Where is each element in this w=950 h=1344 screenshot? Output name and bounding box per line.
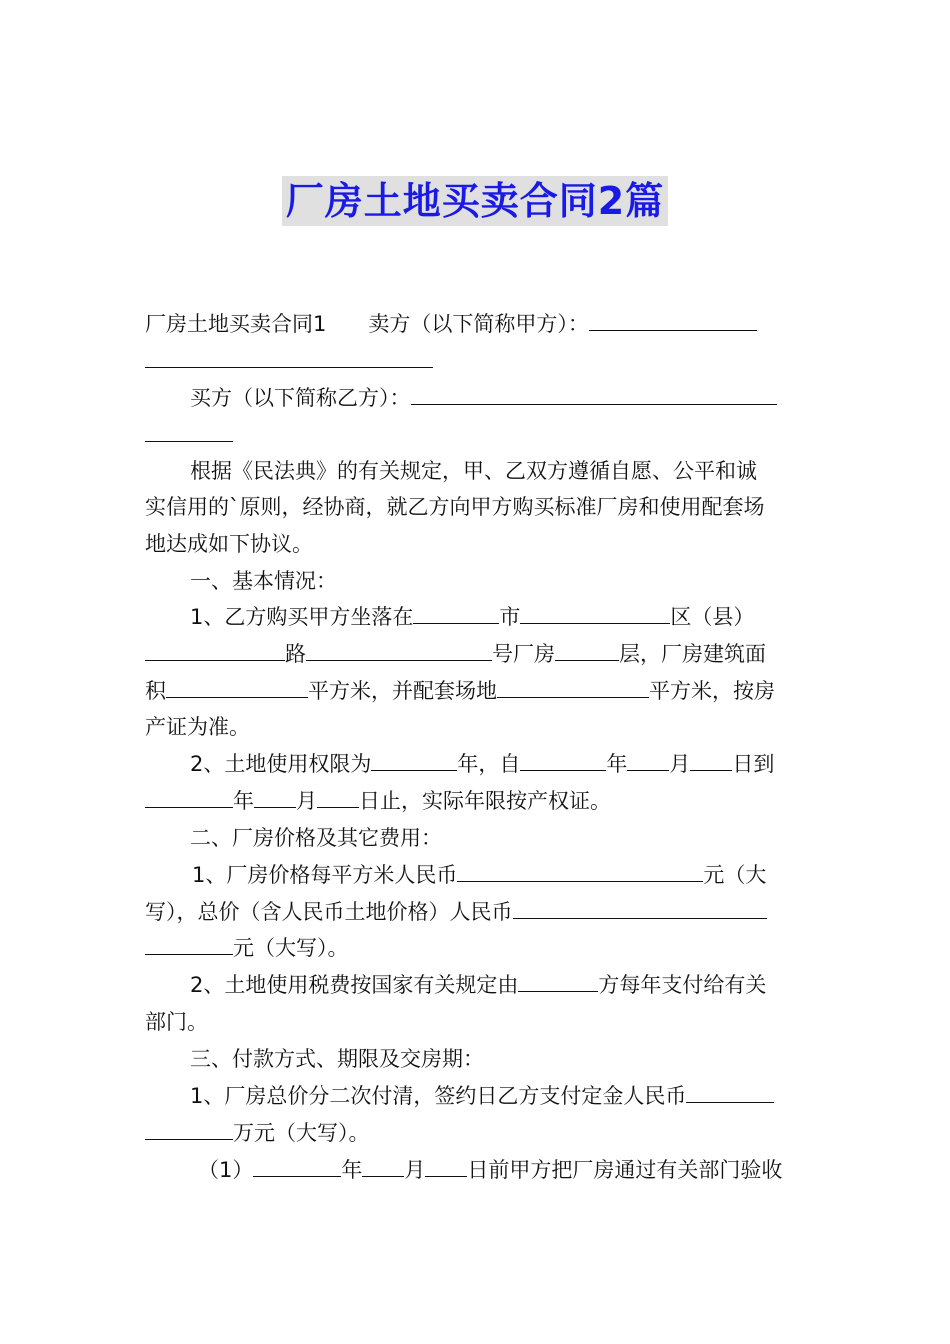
clause-text: 万元（大写）。 [233,1121,370,1145]
acceptance-month-blank [362,1156,404,1177]
preamble-line-3: 地达成如下协议。 [145,532,313,556]
seller-line-cont [145,346,433,376]
unit-price-blank [457,861,703,882]
document-title: 厂房土地买卖合同2篇 [282,176,668,226]
section-1-heading: 一、基本情况： [190,569,337,593]
clause-2-2-line-2: 部门。 [145,1010,208,1034]
buyer-line-cont [145,420,233,450]
preamble-line-1: 根据《民法典》的有关规定，甲、乙双方遵循自愿、公平和诚 [190,459,757,483]
seller-blank-cont [145,347,433,368]
clause-2-1-line-1 [192,860,766,890]
clause-text: 2、土地使用权限为 [190,752,372,776]
number-blank [306,640,492,661]
total-price-blank [513,898,767,919]
seller-label: 厂房土地买卖合同1 卖方（以下简称甲方）： [145,312,589,336]
clause-text: 年 [606,752,628,776]
clause-3-1-line-2 [145,1118,370,1148]
clause-3-1-line-1 [190,1081,774,1111]
section-3-heading: 三、付款方式、期限及交房期： [190,1047,484,1071]
deposit-blank [686,1082,774,1103]
clause-text: 1、厂房总价分二次付清，签约日乙方支付定金人民币 [190,1084,687,1108]
road-blank [145,640,285,661]
clause-2-2-line-1 [190,970,766,1000]
clause-text: 年 [233,789,254,813]
clause-text: 月 [296,789,317,813]
buyer-blank [411,384,777,405]
years-blank [371,750,457,771]
floor-blank [555,640,619,661]
clause-1-1-line-4: 产证为准。 [145,715,250,739]
buyer-line [190,383,777,413]
clause-text: 元（大 [703,863,767,887]
clause-text: 号厂房 [492,642,555,666]
clause-text: 1、乙方购买甲方坐落在 [190,605,414,629]
acceptance-year-blank [253,1156,341,1177]
start-day-blank [690,750,732,771]
clause-text: 1、厂房价格每平方米人民币 [192,863,458,887]
clause-text: 年 [341,1158,363,1182]
total-price-blank-cont [145,934,233,955]
clause-text: 路 [285,642,306,666]
site-area-blank [497,677,649,698]
clause-text: 积 [145,679,166,703]
clause-text: 日到 [732,752,775,776]
area-blank [166,677,308,698]
city-blank [413,603,499,624]
buyer-blank-cont [145,421,233,442]
tax-party-blank [518,971,598,992]
start-month-blank [627,750,669,771]
clause-1-2-line-2 [145,786,611,816]
clause-text: 月 [669,752,691,776]
clause-2-1-line-3 [145,933,349,963]
acceptance-day-blank [425,1156,467,1177]
clause-text: 平方米，按房 [649,679,775,703]
preamble-line-2: 实信用的`原则，经协商，就乙方向甲方购买标准厂房和使用配套场 [145,495,765,519]
clause-text: 写），总价（含人民币土地价格）人民币 [145,900,513,924]
start-year-blank [520,750,606,771]
clause-text: （1） [198,1158,254,1182]
end-day-blank [317,787,359,808]
clause-2-1-line-2 [145,897,767,927]
title-wrap [0,176,950,226]
clause-text: 日前甲方把厂房通过有关部门验收 [467,1158,783,1182]
deposit-blank-cont [145,1119,233,1140]
seller-line [145,309,757,339]
clause-text: 元（大写）。 [233,936,349,960]
clause-1-1-line-1 [190,602,754,632]
buyer-label: 买方（以下简称乙方）： [190,386,411,410]
section-2-heading: 二、厂房价格及其它费用： [190,826,442,850]
clause-text: 2、土地使用税费按国家有关规定由 [190,973,519,997]
clause-text: 方每年支付给有关 [598,973,767,997]
end-month-blank [254,787,296,808]
seller-blank [589,310,757,331]
clause-1-2-line-1 [190,749,774,779]
clause-text: 月 [404,1158,426,1182]
clause-text: 日止，实际年限按产权证。 [359,789,611,813]
district-blank [520,603,670,624]
clause-1-1-line-3 [145,676,775,706]
clause-text: 层，厂房建筑面 [619,642,766,666]
clause-1-1-line-2 [145,639,766,669]
clause-text: 区（县） [670,605,755,629]
clause-text: 市 [499,605,521,629]
clause-text: 年，自 [457,752,521,776]
end-year-blank [145,787,233,808]
clause-3-1-1-line-1 [198,1155,782,1185]
clause-text: 平方米，并配套场地 [308,679,497,703]
